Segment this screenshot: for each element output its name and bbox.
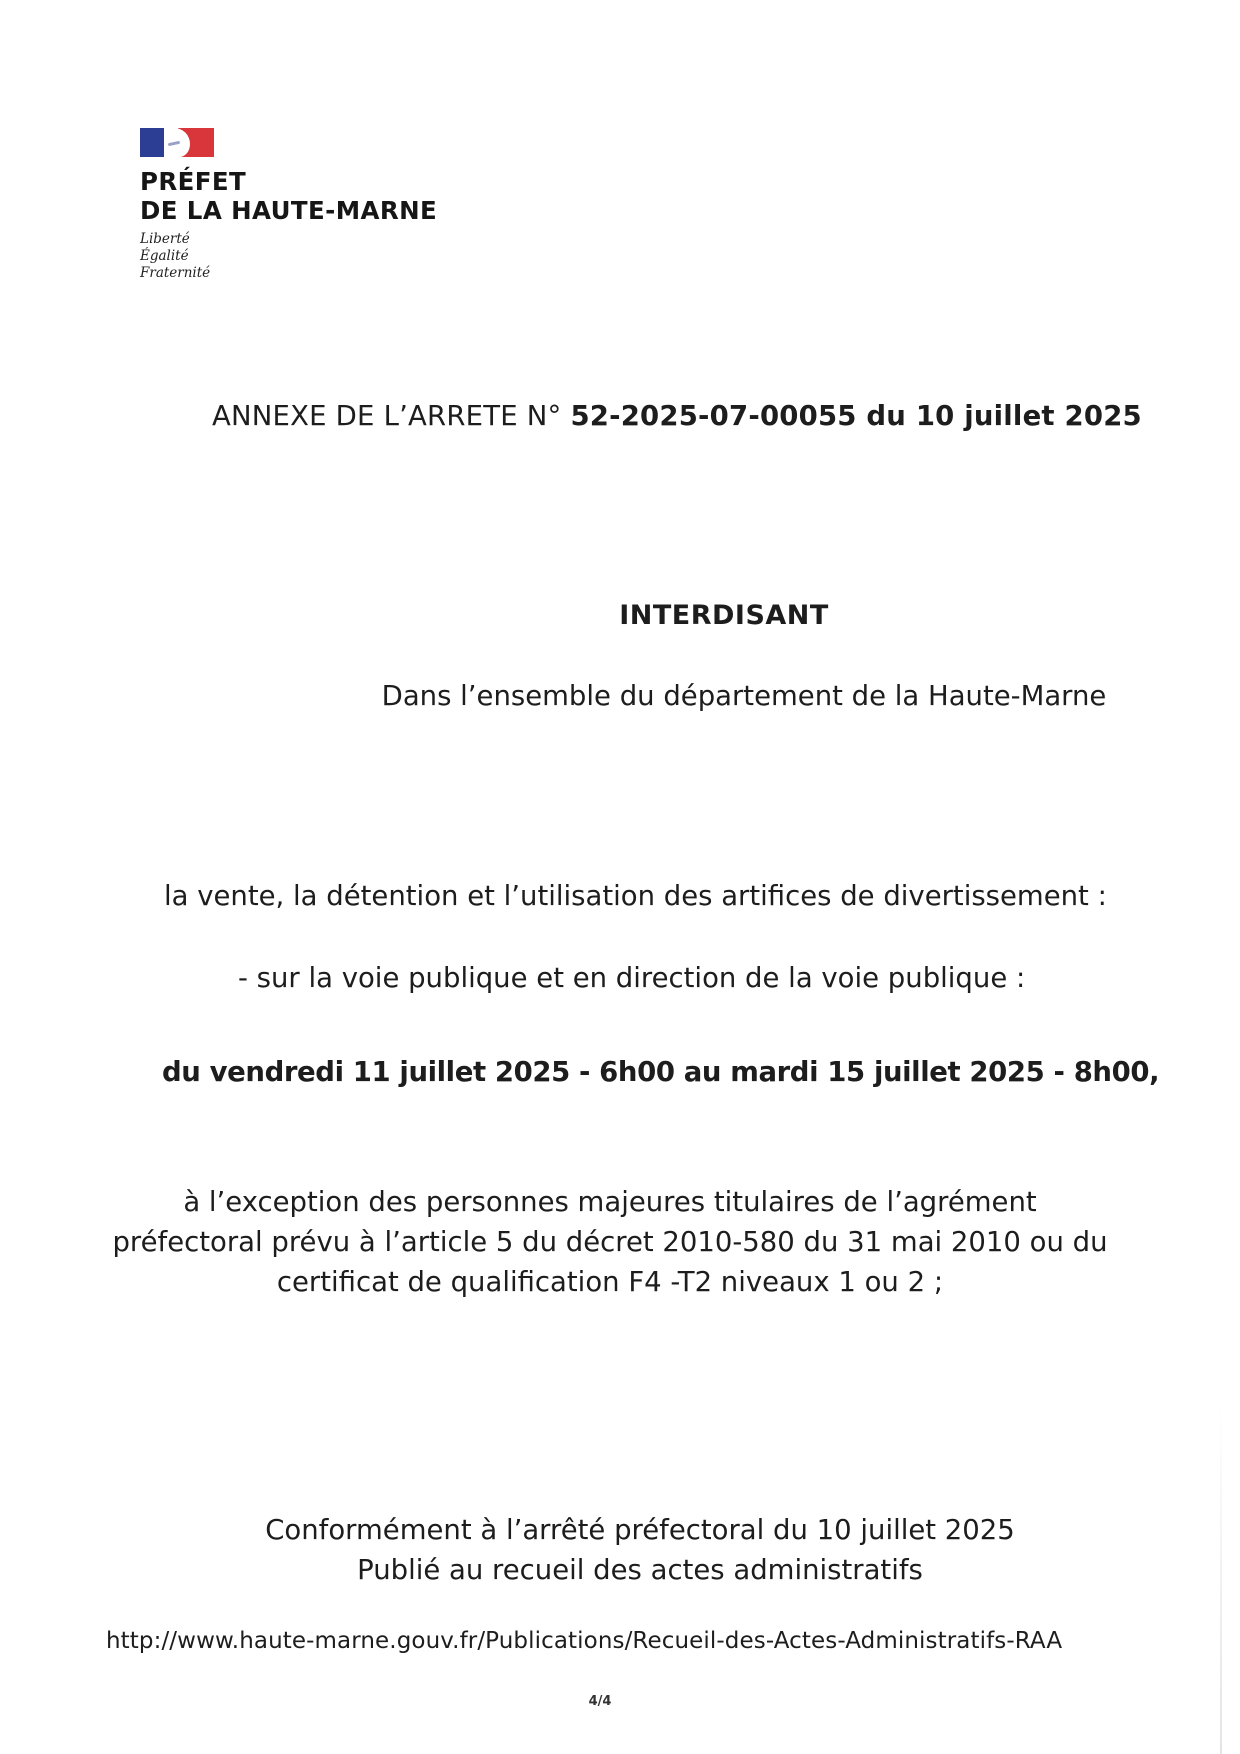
- marianne-logo-icon: [140, 128, 214, 157]
- conformity-line-2: Publié au recueil des actes administratifs: [357, 1554, 923, 1586]
- motto-egalite: Égalité: [140, 248, 189, 264]
- annex-prefix: ANNEXE DE L’ARRETE N°: [212, 400, 571, 432]
- republic-motto: [140, 231, 540, 282]
- annex-number: 52-2025-07-00055 du 10 juillet 2025: [570, 400, 1142, 432]
- decree-location: - sur la voie publique et en direction de la voie publique :: [238, 962, 1026, 994]
- prefet-title-line2: DE LA HAUTE-MARNE: [140, 196, 438, 225]
- conformity-line-1: Conformément à l’arrêté préfectoral du 10 juillet 2025: [265, 1514, 1015, 1546]
- decree-exception: [110, 1182, 1110, 1302]
- page-number: 4/4: [588, 1694, 612, 1709]
- prefet-title-line1: PRÉFET: [140, 167, 247, 196]
- motto-fraternite: Fraternité: [140, 265, 211, 281]
- conformity-note: [240, 1510, 1040, 1590]
- scan-edge-shadow: [1220, 1400, 1222, 1754]
- raa-url-link[interactable]: http://www.haute-marne.gouv.fr/Publications/Recueil-des-Actes-Administratifs-RAA: [106, 1628, 1063, 1654]
- annex-title: [212, 400, 1142, 432]
- exception-line-2: préfectoral prévu à l’article 5 du décret 2010-580 du 31 mai 2010 ou du: [112, 1226, 1108, 1258]
- prefecture-logo-block: [140, 128, 540, 282]
- decree-object: la vente, la détention et l’utilisation des artifices de divertissement :: [164, 880, 1107, 912]
- exception-line-3: certificat de qualification F4 -T2 niveaux 1 ou 2 ;: [276, 1266, 944, 1298]
- decree-period: du vendredi 11 juillet 2025 - 6h00 au mardi 15 juillet 2025 - 8h00,: [162, 1056, 1160, 1088]
- motto-liberte: Liberté: [140, 231, 190, 247]
- decree-heading: INTERDISANT: [619, 600, 829, 631]
- prefet-title: [140, 167, 540, 225]
- decree-scope: Dans l’ensemble du département de la Haute-Marne: [381, 680, 1107, 712]
- exception-line-1: à l’exception des personnes majeures titulaires de l’agrément: [183, 1186, 1037, 1218]
